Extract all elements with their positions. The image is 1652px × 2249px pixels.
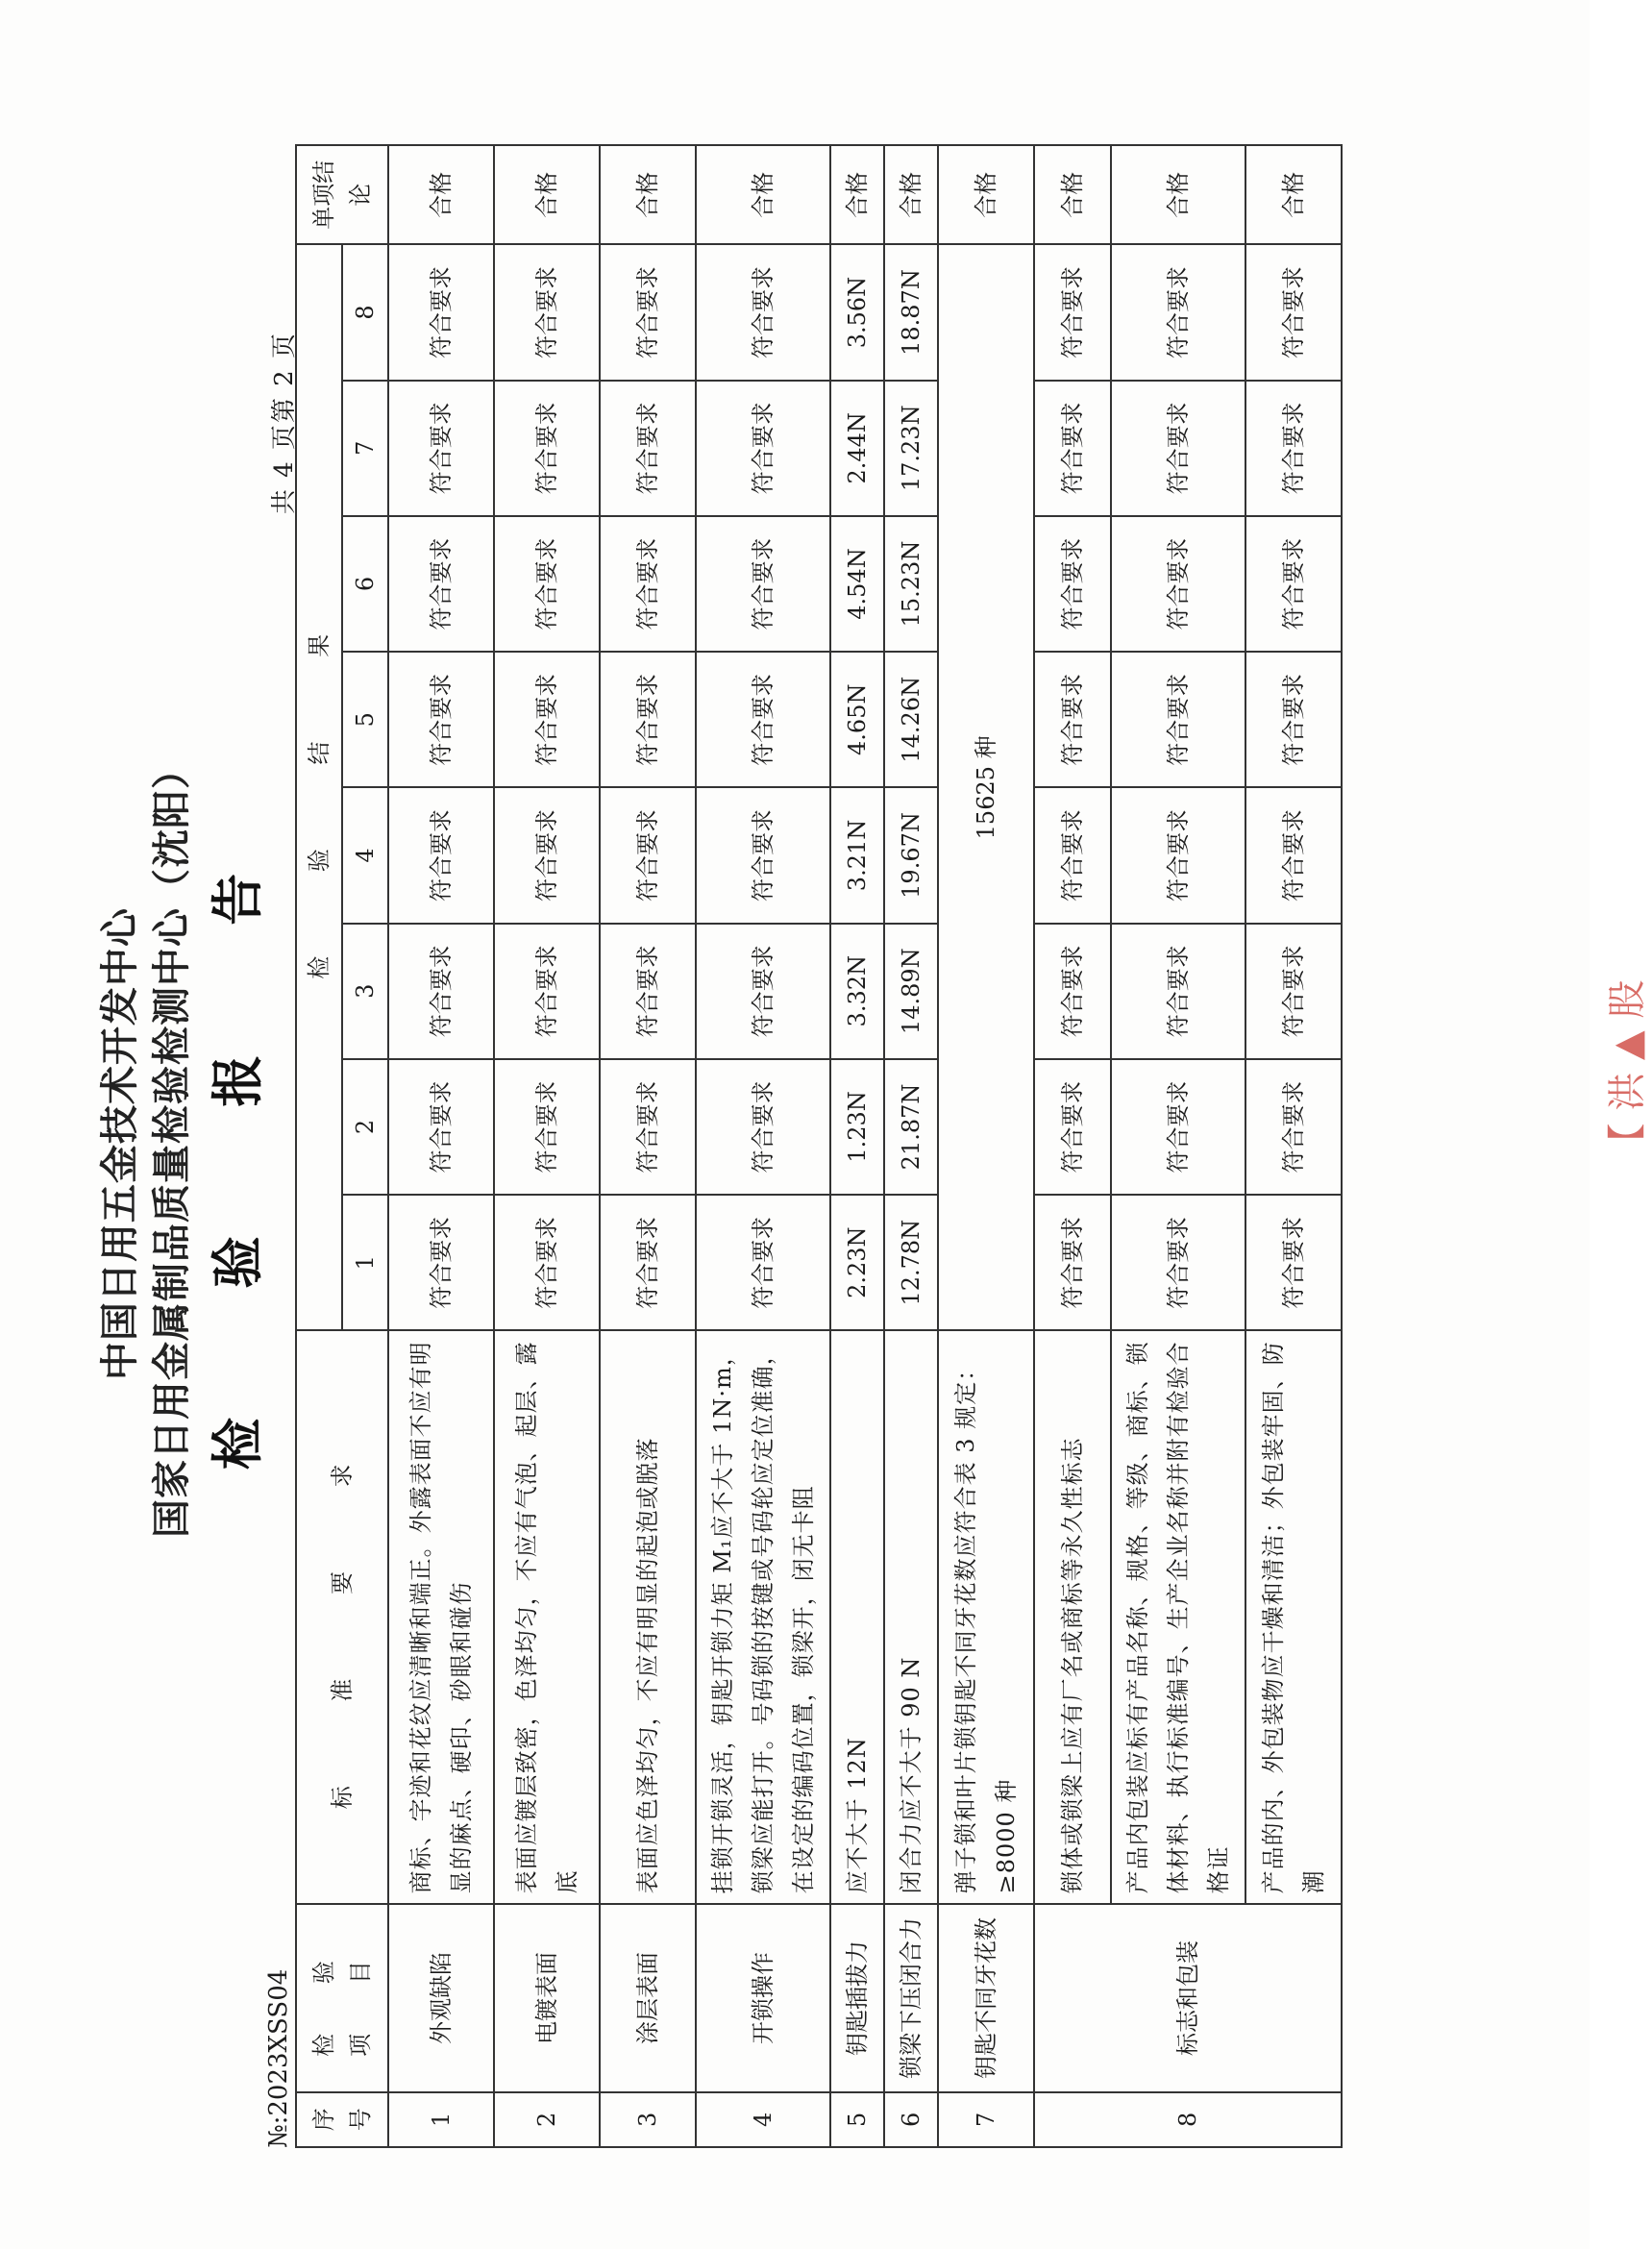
conclusion-cell: 合格 [1111,145,1245,244]
standard-cell: 挂锁开锁灵活，钥匙开锁力矩 M₁应不大于 1N·m，锁梁应能打开。号码锁的按键或号码轮应定位准确，在设定的编码位置，锁梁开，闭无卡阻 [696,1330,830,1904]
standard-cell: 表面应镀层致密，色泽均匀，不应有气泡、起层、露底 [494,1330,600,1904]
result-cell: 符合要求 [1034,787,1111,923]
result-cell: 符合要求 [1245,787,1342,923]
sample-header: 1 [342,1195,388,1330]
standard-header: 标 准 要 求 [296,1330,388,1904]
item-cell: 标志和包装 [1034,1904,1342,2091]
standard-cell: 闭合力应不大于 90 N [884,1330,938,1904]
result-cell: 3.32N [830,924,884,1059]
standard-cell: 锁体或锁梁上应有厂名或商标等永久性标志 [1034,1330,1111,1904]
result-cell: 符合要求 [696,652,830,787]
seq-cell: 5 [830,2092,884,2147]
standard-cell: 商标、字迹和花纹应清晰和端正。外露表面不应有明显的麻点、硬印、砂眼和碰伤 [388,1330,494,1904]
result-cell: 符合要求 [494,787,600,923]
item-cell: 锁梁下压闭合力 [884,1904,938,2091]
conclusion-cell: 合格 [884,145,938,244]
seq-cell: 1 [388,2092,494,2147]
standard-cell: 产品的内、外包装物应干燥和清洁；外包装牢固、防潮 [1245,1330,1342,1904]
conclusion-cell: 合格 [388,145,494,244]
standard-cell: 应不大于 12N [830,1330,884,1904]
result-cell: 符合要求 [1111,516,1245,652]
standard-cell: 弹子锁和叶片锁钥匙不同牙花数应符合表 3 规定：≥8000 种 [938,1330,1034,1904]
conclusion-cell: 合格 [494,145,600,244]
conclusion-header: 单项结论 [296,145,388,244]
result-cell: 符合要求 [600,516,696,652]
result-cell: 符合要求 [600,787,696,923]
sample-header: 3 [342,924,388,1059]
seal-stamp: 【 洪 ▲ 股 [1605,979,1650,1162]
result-cell: 19.67N [884,787,938,923]
result-cell: 14.89N [884,924,938,1059]
item-cell: 钥匙插拔力 [830,1904,884,2091]
result-cell: 符合要求 [1034,1059,1111,1195]
inspection-table [295,144,1343,2148]
result-cell: 14.26N [884,652,938,787]
result-cell: 符合要求 [494,1195,600,1330]
result-cell: 符合要求 [1245,1195,1342,1330]
seq-header: 序号 [296,2092,388,2147]
result-cell: 符合要求 [388,787,494,923]
result-cell: 符合要求 [1034,381,1111,516]
result-cell: 符合要求 [494,652,600,787]
result-cell: 符合要求 [388,1195,494,1330]
result-cell: 符合要求 [1245,924,1342,1059]
result-cell: 符合要求 [1245,1059,1342,1195]
result-cell: 符合要求 [600,652,696,787]
standard-cell: 表面应色泽均匀，不应有明显的起泡或脱落 [600,1330,696,1904]
result-cell: 符合要求 [600,1195,696,1330]
result-cell: 符合要求 [1111,652,1245,787]
result-cell: 符合要求 [1111,787,1245,923]
result-cell: 符合要求 [696,1059,830,1195]
result-cell: 4.54N [830,516,884,652]
table-row [830,145,884,2147]
table-row [494,145,600,2147]
result-cell: 符合要求 [600,381,696,516]
result-cell: 符合要求 [696,1195,830,1330]
result-cell: 符合要求 [696,244,830,380]
result-cell: 符合要求 [1111,924,1245,1059]
report-title: 检 验 报 告 [208,817,268,1470]
result-cell: 1.23N [830,1059,884,1195]
table-row [696,145,830,2147]
result-cell: 符合要求 [388,244,494,380]
result-cell: 符合要求 [1245,516,1342,652]
org-name-1: 中国日用五金技术开发中心 [98,907,142,1380]
results-header: 检 验 结 果 [296,244,342,1330]
seq-cell: 7 [938,2092,1034,2147]
table-row [938,145,1034,2147]
item-cell: 钥匙不同牙花数 [938,1904,1034,2091]
result-cell: 符合要求 [1034,924,1111,1059]
result-cell: 符合要求 [1034,516,1111,652]
result-cell: 符合要求 [494,1059,600,1195]
result-cell: 符合要求 [388,381,494,516]
document-number: №:2023XSS04 [264,1968,293,2148]
result-cell: 4.65N [830,652,884,787]
sample-header: 8 [342,244,388,380]
sample-header: 7 [342,381,388,516]
result-cell: 符合要求 [600,924,696,1059]
result-cell: 符合要求 [494,244,600,380]
table-row [1245,145,1342,2147]
result-cell: 符合要求 [388,1059,494,1195]
standard-cell: 产品内包装应标有产品名称、规格、等级、商标、锁体材料、执行标准编号、生产企业名称并附有检验合格证 [1111,1330,1245,1904]
result-cell: 符合要求 [1034,244,1111,380]
seq-cell: 2 [494,2092,600,2147]
sample-header: 2 [342,1059,388,1195]
conclusion-cell: 合格 [1245,145,1342,244]
result-cell: 3.21N [830,787,884,923]
conclusion-cell: 合格 [1034,145,1111,244]
result-cell: 12.78N [884,1195,938,1330]
result-cell: 符合要求 [388,652,494,787]
result-cell: 符合要求 [1111,1195,1245,1330]
result-cell: 15.23N [884,516,938,652]
conclusion-cell: 合格 [830,145,884,244]
result-cell: 21.87N [884,1059,938,1195]
result-cell: 符合要求 [600,244,696,380]
page-info: 共 4 页第 2 页 [270,332,299,515]
seq-cell: 4 [696,2092,830,2147]
result-cell: 符合要求 [1245,244,1342,380]
merged-result-cell: 15625 种 [938,244,1034,1330]
table-row [1111,145,1245,2147]
org-name-2: 国家日用金属制品质量检验检测中心（沈阳） [150,750,194,1538]
conclusion-cell: 合格 [938,145,1034,244]
result-cell: 符合要求 [1245,381,1342,516]
result-cell: 2.44N [830,381,884,516]
sample-header: 5 [342,652,388,787]
table-row [600,145,696,2147]
result-cell: 符合要求 [1111,1059,1245,1195]
conclusion-cell: 合格 [696,145,830,244]
result-cell: 符合要求 [1111,244,1245,380]
result-cell: 符合要求 [696,787,830,923]
result-cell: 2.23N [830,1195,884,1330]
rotated-report-sheet [72,130,1437,2158]
result-cell: 18.87N [884,244,938,380]
result-cell: 符合要求 [696,516,830,652]
result-cell: 3.56N [830,244,884,380]
result-cell: 符合要求 [696,381,830,516]
item-header: 检 验 项 目 [296,1904,388,2091]
table-row [1034,145,1111,2147]
seq-cell: 3 [600,2092,696,2147]
result-cell: 符合要求 [600,1059,696,1195]
result-cell: 符合要求 [388,516,494,652]
result-cell: 符合要求 [494,381,600,516]
item-cell: 外观缺陷 [388,1904,494,2091]
result-cell: 符合要求 [1245,652,1342,787]
sample-header: 6 [342,516,388,652]
sample-header: 4 [342,787,388,923]
seq-cell: 6 [884,2092,938,2147]
result-cell: 符合要求 [494,924,600,1059]
result-cell: 符合要求 [1034,1195,1111,1330]
result-cell: 符合要求 [696,924,830,1059]
result-cell: 符合要求 [1111,381,1245,516]
seq-cell: 8 [1034,2092,1342,2147]
result-cell: 符合要求 [388,924,494,1059]
result-cell: 符合要求 [1034,652,1111,787]
inspection-table-wrapper [295,144,1343,2148]
item-cell: 开锁操作 [696,1904,830,2091]
item-cell: 涂层表面 [600,1904,696,2091]
result-cell: 17.23N [884,381,938,516]
conclusion-cell: 合格 [600,145,696,244]
item-cell: 电镀表面 [494,1904,600,2091]
table-row [884,145,938,2147]
result-cell: 符合要求 [494,516,600,652]
table-row [388,145,494,2147]
